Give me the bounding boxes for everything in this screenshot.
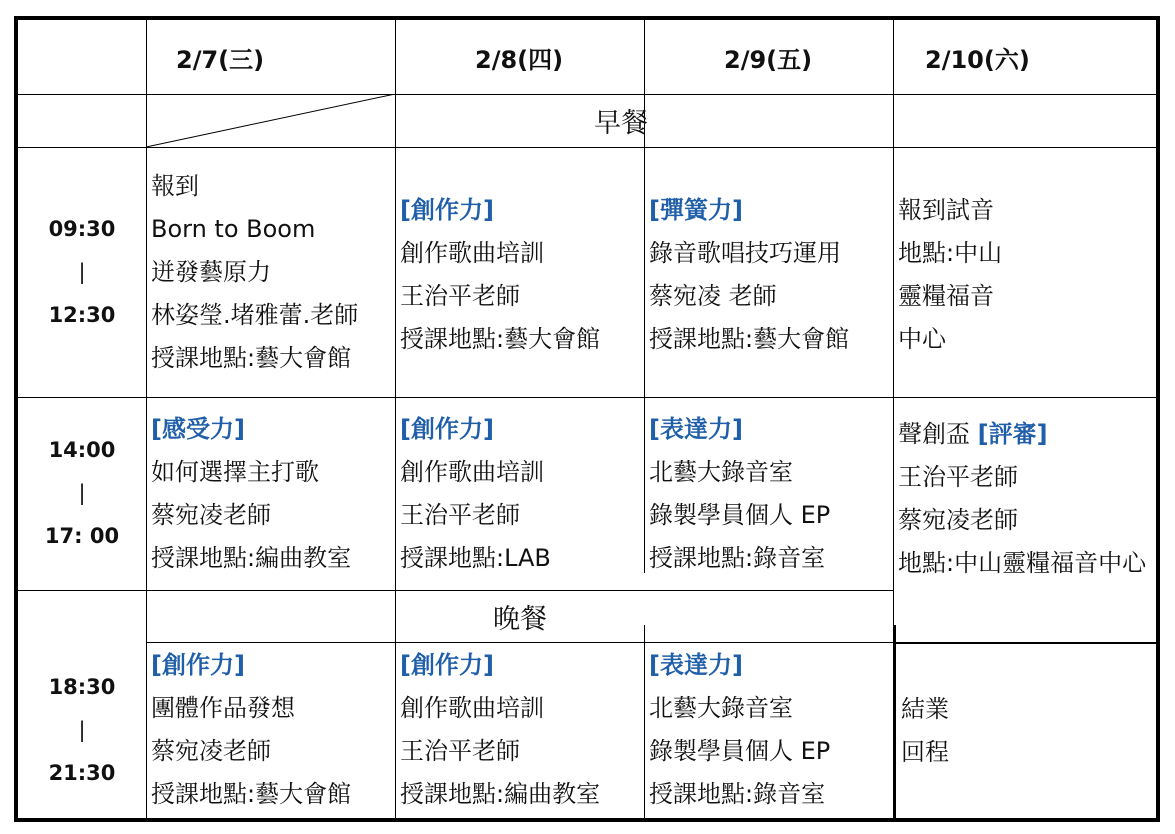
session-afternoon-d4 xyxy=(893,397,1155,642)
session-line: 團體作品發想 xyxy=(151,694,295,722)
session-line: 結業 xyxy=(901,695,949,723)
session-afternoon-d1 xyxy=(146,397,395,590)
skill-tag: [感受力] xyxy=(151,414,245,443)
session-evening-d2 xyxy=(395,642,644,818)
time-start: 14:00 xyxy=(48,438,116,462)
session-line: 創作歌曲培訓 xyxy=(400,239,544,267)
session-line: 地點:中山 xyxy=(898,239,1003,267)
time-end: 12:30 xyxy=(48,302,116,327)
session-line: 蔡宛凌老師 xyxy=(151,737,271,765)
session-line: 報到試音 xyxy=(898,196,994,224)
skill-tag: [評審] xyxy=(977,420,1048,448)
session-line: 回程 xyxy=(901,738,949,766)
session-line xyxy=(898,413,1147,456)
skill-tag: [表達力] xyxy=(649,651,743,679)
session-line: 迸發藝原力 xyxy=(151,257,271,286)
day-header-4 xyxy=(893,20,1156,94)
session-line: 王治平老師 xyxy=(400,500,520,529)
session-line: 蔡宛凌老師 xyxy=(151,500,271,529)
meal-text: 早餐 xyxy=(594,108,648,139)
session-evening-d1 xyxy=(146,642,395,818)
contest-name: 聲創盃 xyxy=(898,420,978,448)
time-separator: | xyxy=(78,259,86,284)
time-slot-morning xyxy=(18,147,146,397)
session-morning-d1 xyxy=(146,147,395,397)
session-line: 授課地點:藝大會館 xyxy=(400,325,601,353)
session-afternoon-d2 xyxy=(395,397,644,590)
session-line: 錄製學員個人 EP xyxy=(649,500,831,529)
time-start: 18:30 xyxy=(48,674,116,699)
session-morning-d3 xyxy=(644,147,893,397)
time-separator: | xyxy=(78,717,86,742)
time-end: 17: 00 xyxy=(44,524,120,548)
session-line: 中心 xyxy=(898,325,946,353)
time-slot-evening xyxy=(18,642,146,818)
schedule-table xyxy=(14,16,1160,822)
session-line: 授課地點:錄音室 xyxy=(649,780,826,808)
meal-text: 晚餐 xyxy=(493,603,547,635)
session-line: 蔡宛凌老師 xyxy=(898,506,1018,534)
session-line: 授課地點:藝大會館 xyxy=(151,780,352,808)
session-line: 地點:中山靈糧福音中心 xyxy=(898,549,1147,577)
day-header-3 xyxy=(644,20,893,94)
session-line: 林姿瑩.堵雅蕾.老師 xyxy=(151,300,359,329)
skill-tag: [表達力] xyxy=(649,414,743,443)
session-line: 創作歌曲培訓 xyxy=(400,694,544,722)
session-line: 授課地點:編曲教室 xyxy=(400,780,601,808)
session-line: 創作歌曲培訓 xyxy=(400,457,544,486)
session-evening-d3 xyxy=(644,642,893,818)
day-label: 2/9(五) xyxy=(724,45,813,74)
time-end: 21:30 xyxy=(48,760,116,785)
skill-tag: [創作力] xyxy=(400,414,494,443)
day-label: 2/10(六) xyxy=(925,45,1030,74)
session-line: 錄音歌唱技巧運用 xyxy=(649,239,841,267)
session-evening-d4 xyxy=(896,644,1156,818)
session-line: 北藝大錄音室 xyxy=(649,457,793,486)
skill-tag: [彈簧力] xyxy=(649,196,743,224)
session-line: 蔡宛凌 老師 xyxy=(649,282,777,310)
diagonal-divider xyxy=(146,94,396,148)
time-start: 09:30 xyxy=(48,216,116,241)
day-header-1 xyxy=(146,20,395,94)
session-line: 王治平老師 xyxy=(400,737,520,765)
session-line: 錄製學員個人 EP xyxy=(649,737,831,765)
session-line: 靈糧福音 xyxy=(898,282,994,310)
session-line: 授課地點:藝大會館 xyxy=(649,325,850,353)
session-line: 報到 xyxy=(151,171,199,200)
session-line: 王治平老師 xyxy=(400,282,520,310)
session-line: 北藝大錄音室 xyxy=(649,694,793,722)
session-morning-d2 xyxy=(395,147,644,397)
skill-tag: [創作力] xyxy=(400,651,494,679)
day-header-2 xyxy=(395,20,644,94)
session-morning-d4 xyxy=(893,147,1156,397)
day-label: 2/8(四) xyxy=(475,45,564,74)
session-line: 授課地點:藝大會館 xyxy=(151,343,352,372)
session-line: Born to Boom xyxy=(151,214,316,243)
skill-tag: [創作力] xyxy=(400,196,494,224)
session-line: 王治平老師 xyxy=(898,463,1018,491)
session-line: 授課地點:錄音室 xyxy=(649,543,826,572)
breakfast-label xyxy=(395,94,1156,147)
skill-tag: [創作力] xyxy=(151,651,245,679)
day-label: 2/7(三) xyxy=(176,45,265,74)
session-line: 授課地點:編曲教室 xyxy=(151,543,352,572)
session-line: 如何選擇主打歌 xyxy=(151,457,319,486)
time-slot-afternoon xyxy=(18,397,146,590)
dinner-label xyxy=(146,590,894,642)
time-separator: | xyxy=(78,481,86,505)
session-afternoon-d3 xyxy=(644,397,893,590)
session-line: 授課地點:LAB xyxy=(400,543,551,572)
